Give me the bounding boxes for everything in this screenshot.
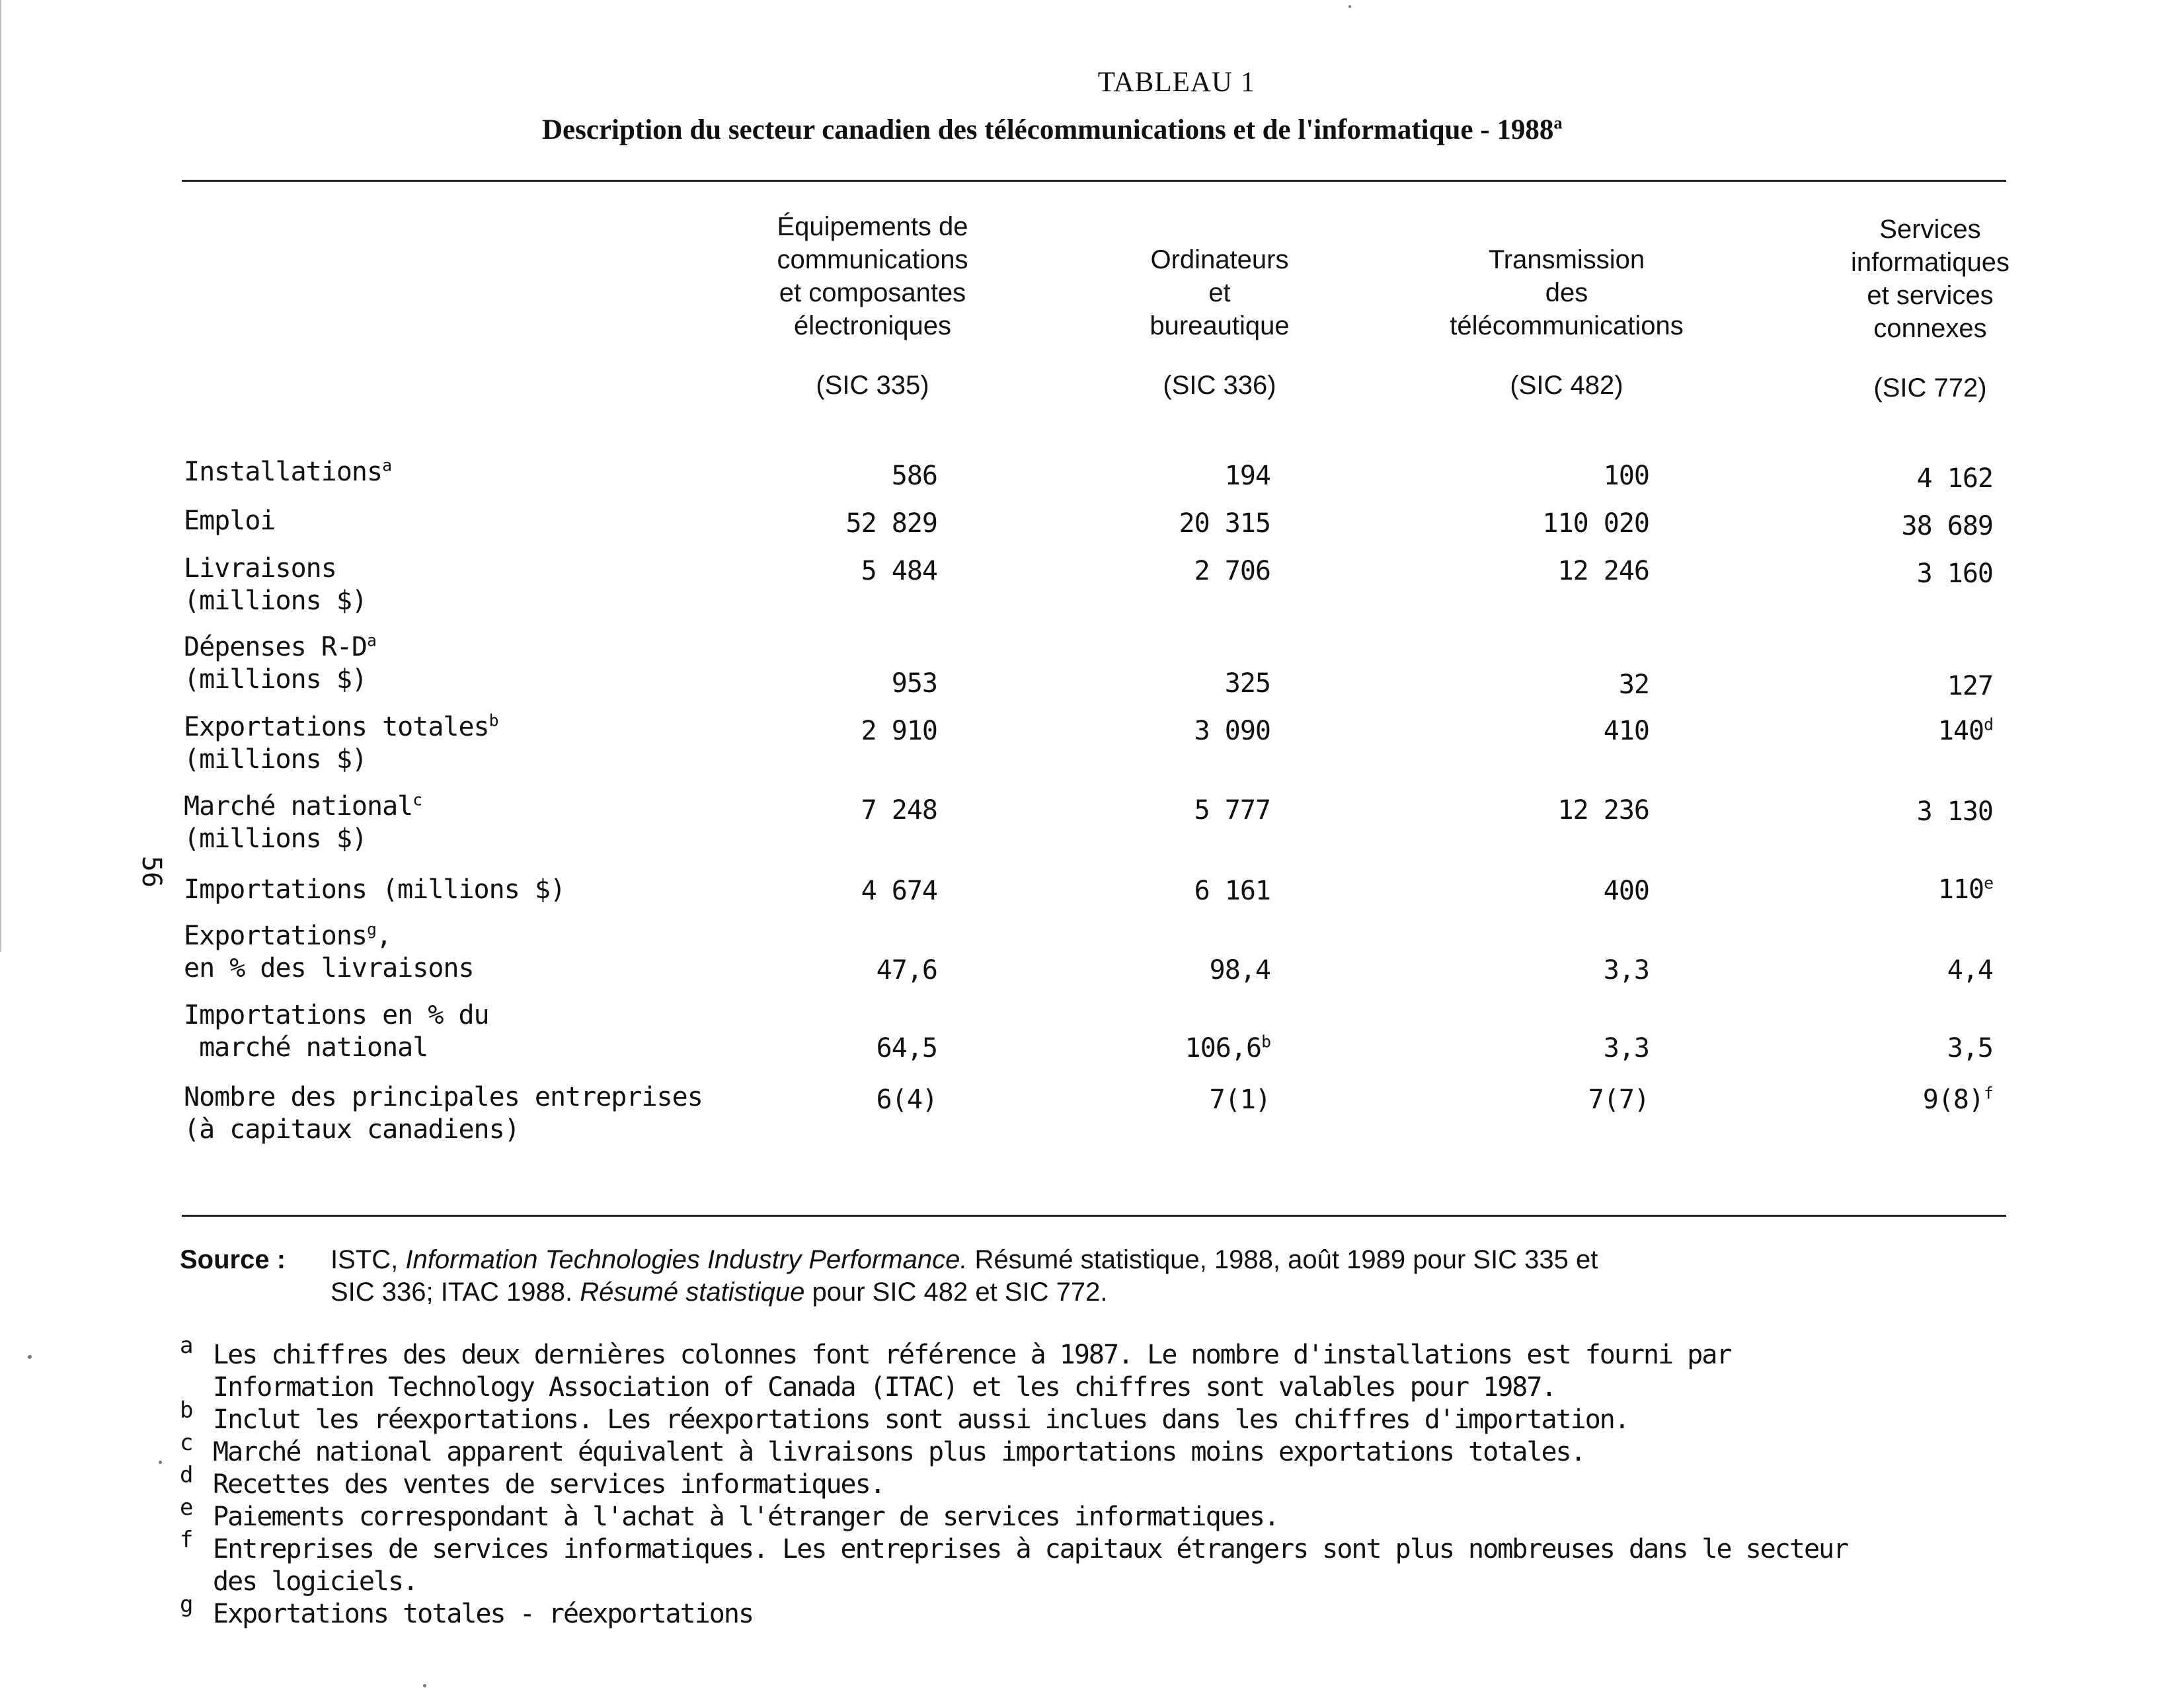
column-header-line: Services (1879, 215, 1981, 244)
column-header-line: et composantes (779, 278, 966, 307)
table-cell: 325 (1224, 668, 1270, 699)
table-cell: 3 160 (1916, 558, 1993, 589)
row-label-exportations-pct (184, 920, 474, 985)
column-header-line: connexes (1873, 314, 1987, 343)
footnote-text: Inclut les réexportations. Les réexportations sont aussi inclues dans les chiffres d'importation. (213, 1404, 1629, 1435)
column-sic-code: (SIC 335) (816, 371, 929, 400)
row-label-depenses-rd (184, 631, 376, 696)
table-cell (1138, 1032, 1270, 1065)
table-cell: 3,3 (1603, 1033, 1649, 1063)
footnote-c (180, 1430, 1848, 1469)
table-cell: 3,5 (1947, 1033, 1993, 1063)
row-label-emploi (184, 505, 276, 537)
footnote-f (180, 1527, 1848, 1598)
table-cell: 5 777 (1194, 795, 1270, 825)
row-label-unit: en % des livraisons (184, 953, 474, 983)
row-label-text: Emploi (184, 506, 276, 536)
table-cell: 2 910 (861, 716, 937, 746)
footnote-b (180, 1397, 1848, 1436)
row-label-text: Exportations totales (184, 712, 489, 742)
table-cell: 4,4 (1947, 955, 1993, 985)
row-label-text: Nombre des principales entreprises (184, 1082, 703, 1112)
table-cell: 410 (1603, 716, 1649, 746)
table-cell: 38 689 (1901, 511, 1993, 541)
row-label-installations (184, 456, 391, 488)
source-text-part: SIC 336; ITAC 1988. (331, 1278, 580, 1307)
footnote-mark: f (180, 1527, 192, 1553)
footnote-text: Recettes des ventes de services informatiques. (213, 1469, 884, 1500)
row-label-nombre-entreprises (184, 1081, 703, 1146)
footnote-mark: c (180, 1430, 192, 1456)
table-cell: 6(4) (876, 1085, 937, 1115)
footnote-mark: e (1984, 873, 1993, 893)
footnote-mark: a (382, 455, 392, 475)
footnote-mark: e (180, 1494, 192, 1521)
column-header-line: télécommunications (1450, 311, 1684, 340)
bottom-rule (182, 1215, 2006, 1217)
table-cell: 12 246 (1557, 556, 1649, 586)
source-publication-title: Résumé statistique (580, 1278, 805, 1307)
table-cell: 194 (1224, 461, 1270, 491)
table-cell: 100 (1603, 461, 1649, 491)
column-header-sic-335 (754, 210, 992, 402)
page-number: 56 (136, 855, 167, 888)
column-header-line: et (1208, 278, 1231, 307)
scan-edge-line (0, 0, 1, 952)
scan-speck (1348, 5, 1351, 8)
row-label-unit: (millions $) (184, 664, 367, 695)
scan-speck (28, 1355, 32, 1359)
footnote-mark: g (366, 919, 376, 939)
table-cell: 3,3 (1603, 955, 1649, 985)
column-header-line: communications (777, 245, 968, 274)
table-cell: 127 (1947, 671, 1993, 701)
column-header-sic-336 (1101, 243, 1339, 402)
row-label-unit: (à capitaux canadiens) (184, 1114, 520, 1145)
column-sic-code: (SIC 482) (1510, 371, 1623, 400)
column-header-line: Transmission (1488, 245, 1645, 274)
column-sic-code: (SIC 772) (1873, 373, 1987, 403)
source-text-part: Résumé statistique, 1988, août 1989 pour SIC 335 et (967, 1245, 1598, 1274)
row-label-text: Exportations (184, 921, 367, 951)
table-subtitle (542, 114, 1996, 146)
row-label-suffix: , (375, 921, 392, 951)
table-cell (1848, 715, 1993, 748)
source-text-part: pour SIC 482 et SIC 772. (804, 1278, 1108, 1307)
footnotes (180, 1332, 1848, 1630)
table-cell: 7(7) (1588, 1085, 1649, 1115)
table-cell: 4 674 (861, 876, 937, 906)
table-cell: 5 484 (861, 556, 937, 586)
footnote-mark: g (180, 1592, 192, 1618)
footnote-g (180, 1592, 1848, 1630)
row-label-text: Installations (184, 457, 383, 487)
column-header-line: électroniques (794, 311, 951, 340)
footnote-text: Paiements correspondant à l'achat à l'étranger de services informatiques. (213, 1502, 1278, 1532)
column-header-line: des (1545, 278, 1588, 307)
table-cell: 47,6 (876, 955, 937, 985)
table-cell: 110 020 (1542, 508, 1649, 539)
footnote-mark: b (1261, 1032, 1270, 1052)
table-cell (1848, 874, 1993, 906)
footnote-a (180, 1332, 1848, 1404)
column-header-line: informatiques (1850, 248, 2010, 277)
cell-value: 140 (1937, 716, 1984, 746)
footnote-text: des logiciels. (213, 1566, 418, 1597)
row-label-marche-national (184, 790, 422, 855)
cell-value: 106,6 (1185, 1033, 1262, 1063)
footnote-d (180, 1462, 1848, 1501)
table-cell: 12 236 (1557, 795, 1649, 825)
footnote-text: Entreprises de services informatiques. Les entreprises à capitaux étrangers sont plus nombreuses dans le secteur (213, 1534, 1848, 1564)
table-cell: 32 (1618, 670, 1649, 700)
table-cell: 7 248 (861, 795, 937, 825)
source-text (331, 1244, 2155, 1309)
row-label-unit: marché national (184, 1032, 428, 1063)
table-cell: 4 162 (1916, 463, 1993, 494)
source-text-part: ISTC, (331, 1245, 399, 1274)
source-publication-title: Information Technologies Industry Performance. (405, 1245, 968, 1274)
footnote-text: Exportations totales - réexportations (213, 1599, 754, 1629)
column-header-line: Équipements de (777, 212, 968, 241)
footnote-e (180, 1494, 1848, 1533)
table-title: TABLEAU 1 (1097, 67, 1256, 98)
table-cell: 3 090 (1194, 716, 1270, 746)
footnote-text: Marché national apparent équivalent à livraisons plus importations moins exportations totales. (213, 1437, 1585, 1467)
row-label-livraisons (184, 553, 367, 617)
table-cell: 2 706 (1194, 556, 1270, 586)
table-cell (1848, 1084, 1993, 1116)
top-rule (182, 180, 2006, 182)
column-header-sic-772 (1805, 213, 2056, 404)
table-cell: 52 829 (845, 508, 937, 539)
footnote-mark: a (366, 631, 376, 650)
row-label-text: Livraisons (184, 553, 336, 584)
footnote-text: Les chiffres des deux dernières colonnes font référence à 1987. Le nombre d'installations est fourni par (213, 1340, 1731, 1370)
column-sic-code: (SIC 336) (1163, 371, 1276, 400)
table-cell: 953 (891, 668, 937, 699)
cell-value: 110 (1937, 874, 1984, 905)
row-label-unit: (millions $) (184, 744, 367, 775)
table-cell: 64,5 (876, 1033, 937, 1063)
table-cell: 7(1) (1209, 1085, 1270, 1115)
scan-speck (423, 1684, 426, 1687)
row-label-exportations-totales (184, 711, 498, 776)
footnote-mark: a (180, 1332, 192, 1359)
scan-speck (159, 1461, 162, 1464)
cell-value: 9(8) (1922, 1085, 1984, 1115)
footnote-mark: d (1984, 714, 1993, 734)
row-label-text: Marché national (184, 791, 413, 822)
table-cell: 400 (1603, 876, 1649, 906)
footnote-mark: b (488, 710, 498, 730)
source-label: Source : (180, 1245, 286, 1274)
table-cell: 586 (891, 461, 937, 491)
row-label-importations (184, 874, 565, 906)
row-label-unit: (millions $) (184, 586, 367, 616)
table-cell: 98,4 (1209, 955, 1270, 985)
table-cell: 3 130 (1916, 796, 1993, 827)
row-label-text: Importations (millions $) (184, 874, 566, 905)
footnote-mark: d (180, 1462, 192, 1488)
footnote-text: Information Technology Association of Canada (ITAC) et les chiffres sont valables pour 1987. (213, 1372, 1556, 1402)
table-cell: 20 315 (1179, 508, 1270, 539)
column-header-line: et services (1867, 281, 1994, 310)
column-header-line: bureautique (1150, 311, 1290, 340)
subtitle-footnote-mark: a (1553, 112, 1563, 133)
footnote-mark: f (1984, 1083, 1993, 1103)
footnote-mark: b (180, 1397, 192, 1424)
row-label-text: Importations en % du (184, 1000, 489, 1030)
footnote-mark: c (412, 790, 422, 810)
row-label-importations-pct (184, 999, 489, 1064)
column-header-line: Ordinateurs (1150, 245, 1289, 274)
subtitle-text: Description du secteur canadien des télécommunications et de l'informatique - 1988 (542, 114, 1554, 145)
row-label-unit: (millions $) (184, 824, 367, 854)
column-header-sic-482 (1408, 243, 1725, 402)
row-label-text: Dépenses R-D (184, 632, 367, 662)
table-cell: 6 161 (1194, 876, 1270, 906)
